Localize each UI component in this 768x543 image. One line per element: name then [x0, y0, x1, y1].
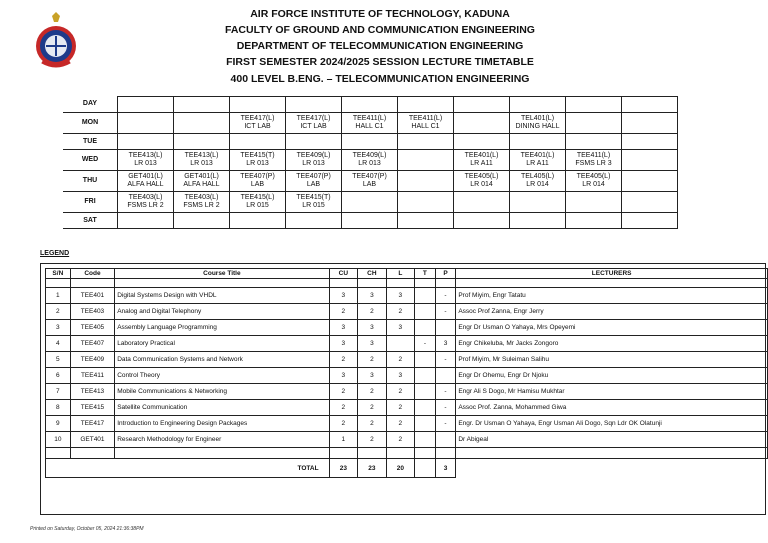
legend-title: LEGEND	[40, 250, 70, 257]
legend-cell	[435, 320, 456, 336]
institute-title: AIR FORCE INSTITUTE OF TECHNOLOGY, KADUNA	[250, 8, 510, 20]
legend-cell: TEE413	[70, 384, 114, 400]
legend-cell: TEE403	[70, 304, 114, 320]
timetable-cell	[398, 150, 454, 171]
legend-row	[46, 288, 768, 304]
timetable-cell: TEL405(L) LR 014	[510, 171, 566, 192]
legend-total-row	[46, 459, 768, 478]
legend-cell: 5	[46, 352, 71, 368]
timetable-cell	[342, 97, 398, 113]
legend-cell: 2	[358, 304, 387, 320]
legend-row	[46, 304, 768, 320]
legend-cell: 3	[358, 368, 387, 384]
timetable-cell	[342, 134, 398, 150]
legend-cell: Research Methodology for Engineer	[115, 432, 329, 448]
legend-spacer-row	[46, 279, 768, 288]
legend-cell: 2	[358, 384, 387, 400]
timetable-cell: TEE409(L) LR 013	[286, 150, 342, 171]
timetable-cell: TEL401(L) DINING HALL	[510, 113, 566, 134]
legend-cell: Introduction to Engineering Design Packages	[115, 416, 329, 432]
legend-cell	[435, 432, 456, 448]
legend-cell: -	[435, 416, 456, 432]
legend-cell: 1	[46, 288, 71, 304]
print-timestamp: Printed on Saturday, October 05, 2024 21:36:38PM	[30, 526, 144, 532]
timetable-cell	[566, 97, 622, 113]
legend-header: S/N	[46, 269, 71, 279]
timetable-cell: TEE411(L) FSMS LR 3	[566, 150, 622, 171]
legend-cell: Control Theory	[115, 368, 329, 384]
timetable-row	[63, 192, 678, 213]
legend-cell: 7	[46, 384, 71, 400]
timetable-cell	[622, 213, 678, 229]
legend-cell: -	[415, 336, 436, 352]
timetable-cell	[454, 213, 510, 229]
total-p: 3	[435, 459, 456, 478]
timetable-row	[63, 134, 678, 150]
institute-logo	[34, 12, 78, 70]
legend-cell: 10	[46, 432, 71, 448]
timetable-cell	[622, 150, 678, 171]
legend-cell	[415, 384, 436, 400]
total-lecturers	[456, 459, 768, 478]
day-label: WED	[63, 150, 118, 171]
legend-cell	[415, 400, 436, 416]
legend-cell: 1	[329, 432, 358, 448]
timetable-cell	[398, 213, 454, 229]
timetable-cell	[286, 213, 342, 229]
timetable-cell	[230, 97, 286, 113]
legend-row	[46, 432, 768, 448]
legend-cell	[415, 352, 436, 368]
legend-header: CU	[329, 269, 358, 279]
legend-cell: 2	[358, 416, 387, 432]
timetable-cell	[286, 134, 342, 150]
timetable-cell	[622, 113, 678, 134]
legend-cell: Engr Dr Ohemu, Engr Dr Njoku	[456, 368, 768, 384]
legend-cell: 3	[329, 336, 358, 352]
timetable-cell	[566, 134, 622, 150]
timetable-cell: TEE411(L) HALL C1	[398, 113, 454, 134]
day-label: FRI	[63, 192, 118, 213]
total-l: 20	[386, 459, 414, 478]
timetable-cell	[398, 97, 454, 113]
legend-cell	[415, 304, 436, 320]
legend-cell: Assembly Language Programming	[115, 320, 329, 336]
legend-cell: 3	[329, 288, 358, 304]
legend-cell: 3	[386, 288, 414, 304]
timetable-cell	[454, 192, 510, 213]
timetable-cell	[174, 134, 230, 150]
legend-row	[46, 320, 768, 336]
legend-cell: 3	[358, 336, 387, 352]
timetable-cell: TEE409(L) LR 013	[342, 150, 398, 171]
timetable-cell: TEE413(L) LR 013	[118, 150, 174, 171]
timetable-cell: GET401(L) ALFA HALL	[118, 171, 174, 192]
timetable-cell	[398, 171, 454, 192]
legend-cell: TEE417	[70, 416, 114, 432]
legend-cell: TEE401	[70, 288, 114, 304]
timetable-cell: TEE401(L) LR A11	[454, 150, 510, 171]
legend-row	[46, 416, 768, 432]
timetable-cell	[174, 113, 230, 134]
timetable	[63, 96, 678, 229]
timetable-cell	[230, 134, 286, 150]
level-title: 400 LEVEL B.ENG. – TELECOMMUNICATION ENGINEERING	[230, 73, 530, 85]
legend-cell	[386, 336, 414, 352]
timetable-cell	[510, 192, 566, 213]
legend-cell: -	[435, 400, 456, 416]
timetable-cell	[454, 97, 510, 113]
timetable-cell	[566, 113, 622, 134]
timetable-cell	[342, 213, 398, 229]
legend-cell: 3	[358, 288, 387, 304]
legend-cell: Mobile Communications & Networking	[115, 384, 329, 400]
legend-cell: Data Communication Systems and Network	[115, 352, 329, 368]
timetable-cell	[510, 213, 566, 229]
timetable-cell	[454, 134, 510, 150]
timetable-row	[63, 113, 678, 134]
day-label: DAY	[63, 97, 118, 113]
legend-cell: Engr Chikeluba, Mr Jacks Zongoro	[456, 336, 768, 352]
legend-cell: Satellite Communication	[115, 400, 329, 416]
timetable-cell	[174, 97, 230, 113]
legend-table	[45, 268, 768, 478]
legend-cell: Assoc Prof. Zanna, Mohammed Giwa	[456, 400, 768, 416]
timetable-cell: TEE407(P) LAB	[230, 171, 286, 192]
legend-cell: Prof Miyim, Engr Tatatu	[456, 288, 768, 304]
legend-cell: 3	[435, 336, 456, 352]
legend-cell: 2	[358, 352, 387, 368]
legend-cell: Engr Ali S Dogo, Mr Hamisu Mukhtar	[456, 384, 768, 400]
legend-cell: 2	[46, 304, 71, 320]
timetable-cell: TEE415(T) LR 013	[230, 150, 286, 171]
legend-cell: 6	[46, 368, 71, 384]
legend-cell: 2	[329, 384, 358, 400]
legend-cell	[415, 368, 436, 384]
legend-cell: Digital Systems Design with VHDL	[115, 288, 329, 304]
timetable-row	[63, 97, 678, 113]
timetable-cell	[118, 113, 174, 134]
legend-cell: 2	[386, 432, 414, 448]
legend-cell: TEE411	[70, 368, 114, 384]
timetable-cell: TEE405(L) LR 014	[454, 171, 510, 192]
timetable-cell: TEE405(L) LR 014	[566, 171, 622, 192]
department-title: DEPARTMENT OF TELECOMMUNICATION ENGINEERING	[236, 40, 524, 52]
legend-cell: 2	[386, 304, 414, 320]
legend-cell: 3	[386, 320, 414, 336]
legend-cell: -	[435, 304, 456, 320]
legend-row	[46, 384, 768, 400]
faculty-title: FACULTY OF GROUND AND COMMUNICATION ENGINEERING	[225, 24, 535, 36]
timetable-cell	[286, 97, 342, 113]
legend-cell: 2	[329, 304, 358, 320]
legend-cell	[415, 288, 436, 304]
timetable-row	[63, 171, 678, 192]
legend-row	[46, 400, 768, 416]
day-label: TUE	[63, 134, 118, 150]
legend-cell: 2	[329, 352, 358, 368]
legend-cell: 2	[386, 352, 414, 368]
legend-cell: GET401	[70, 432, 114, 448]
total-cu: 23	[329, 459, 358, 478]
legend-cell: TEE409	[70, 352, 114, 368]
timetable-cell	[398, 192, 454, 213]
legend-cell	[415, 320, 436, 336]
legend-cell: Dr Abigeal	[456, 432, 768, 448]
legend-cell: 2	[386, 384, 414, 400]
legend-cell: 3	[358, 320, 387, 336]
timetable-cell	[118, 213, 174, 229]
legend-cell: TEE405	[70, 320, 114, 336]
timetable-cell	[398, 134, 454, 150]
timetable-cell: TEE417(L) ICT LAB	[230, 113, 286, 134]
timetable-cell	[622, 171, 678, 192]
legend-cell: TEE415	[70, 400, 114, 416]
day-label: THU	[63, 171, 118, 192]
timetable-cell	[622, 192, 678, 213]
timetable-cell: TEE401(L) LR A11	[510, 150, 566, 171]
legend-cell: 2	[386, 416, 414, 432]
legend-cell: Prof Miyim, Mr Suleiman Salihu	[456, 352, 768, 368]
timetable-cell	[174, 213, 230, 229]
timetable-cell	[118, 97, 174, 113]
legend-header: LECTURERS	[456, 269, 768, 279]
legend-cell: TEE407	[70, 336, 114, 352]
timetable-cell	[230, 213, 286, 229]
legend-cell: 2	[358, 432, 387, 448]
legend-cell	[415, 432, 436, 448]
legend-cell: -	[435, 352, 456, 368]
timetable-cell: TEE413(L) LR 013	[174, 150, 230, 171]
legend-cell: Engr. Dr Usman O Yahaya, Engr Usman Ali Dogo, Sqn Ldr OK Olatunji	[456, 416, 768, 432]
legend-row	[46, 352, 768, 368]
legend-header: CH	[358, 269, 387, 279]
timetable-cell	[622, 134, 678, 150]
legend-cell: 3	[46, 320, 71, 336]
legend-cell: 2	[329, 400, 358, 416]
legend-cell: Analog and Digital Telephony	[115, 304, 329, 320]
legend-cell: 8	[46, 400, 71, 416]
timetable-cell: TEE403(L) FSMS LR 2	[118, 192, 174, 213]
legend-header: P	[435, 269, 456, 279]
legend-cell: 3	[329, 368, 358, 384]
legend-cell: 3	[386, 368, 414, 384]
legend-cell: 2	[386, 400, 414, 416]
timetable-cell: TEE407(P) LAB	[342, 171, 398, 192]
legend-header: Code	[70, 269, 114, 279]
semester-title: FIRST SEMESTER 2024/2025 SESSION LECTURE TIMETABLE	[226, 56, 534, 68]
day-label: SAT	[63, 213, 118, 229]
total-ch: 23	[358, 459, 387, 478]
day-label: MON	[63, 113, 118, 134]
legend-header: Course Title	[115, 269, 329, 279]
timetable-row	[63, 150, 678, 171]
legend-cell: Engr Dr Usman O Yahaya, Mrs Opeyemi	[456, 320, 768, 336]
legend-cell	[435, 368, 456, 384]
timetable-row	[63, 213, 678, 229]
legend-cell: -	[435, 288, 456, 304]
legend-cell: 4	[46, 336, 71, 352]
legend-header: L	[386, 269, 414, 279]
legend-cell: Laboratory Practical	[115, 336, 329, 352]
timetable-cell: TEE417(L) ICT LAB	[286, 113, 342, 134]
timetable-cell	[622, 97, 678, 113]
timetable-cell	[118, 134, 174, 150]
timetable-cell	[510, 134, 566, 150]
timetable-cell: TEE415(L) LR 015	[230, 192, 286, 213]
timetable-cell	[454, 113, 510, 134]
legend-header: T	[415, 269, 436, 279]
timetable-cell	[566, 213, 622, 229]
timetable-cell: TEE407(P) LAB	[286, 171, 342, 192]
legend-cell: 2	[329, 416, 358, 432]
timetable-cell	[566, 192, 622, 213]
legend-row	[46, 368, 768, 384]
legend-empty-row	[46, 448, 768, 459]
legend-cell	[415, 416, 436, 432]
legend-cell: Assoc Prof Zanna, Engr Jerry	[456, 304, 768, 320]
timetable-cell: TEE411(L) HALL C1	[342, 113, 398, 134]
total-t	[415, 459, 436, 478]
timetable-cell: GET401(L) ALFA HALL	[174, 171, 230, 192]
total-label: TOTAL	[46, 459, 330, 478]
timetable-cell	[342, 192, 398, 213]
legend-row	[46, 336, 768, 352]
legend-cell: 9	[46, 416, 71, 432]
legend-cell: 2	[358, 400, 387, 416]
legend-cell: 3	[329, 320, 358, 336]
legend-cell: -	[435, 384, 456, 400]
timetable-cell: TEE415(T) LR 015	[286, 192, 342, 213]
timetable-cell: TEE403(L) FSMS LR 2	[174, 192, 230, 213]
timetable-cell	[510, 97, 566, 113]
